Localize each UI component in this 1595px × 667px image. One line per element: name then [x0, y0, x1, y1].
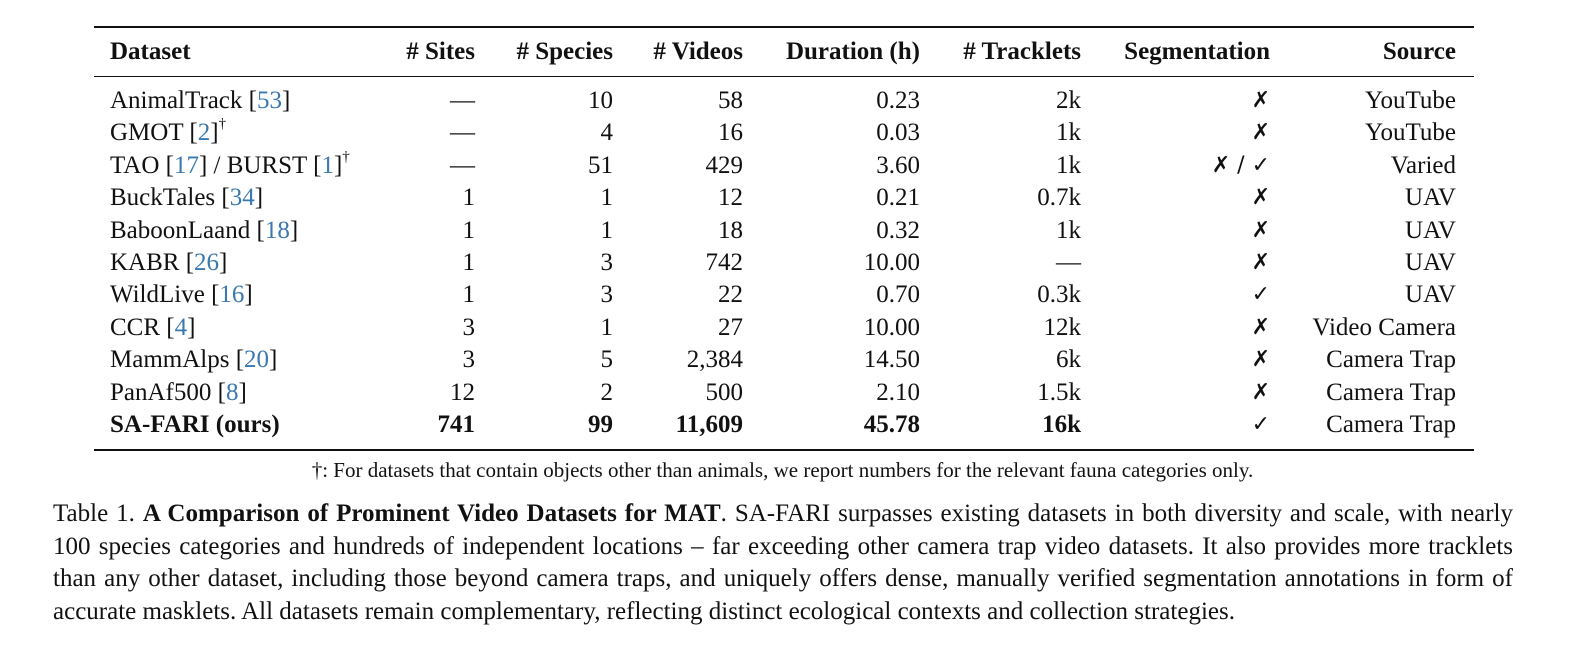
duration-cell: 0.23: [876, 87, 920, 114]
table-row: [94, 247, 1474, 279]
dataset-name: MammAlps: [110, 346, 230, 374]
source-cell: Varied: [1390, 151, 1456, 179]
dataset-cell: AnimalTrack [53]: [110, 87, 291, 114]
dataset-cell: BaboonLaand [18]: [110, 216, 299, 244]
comparison-table: [94, 26, 1474, 451]
tracklets-cell: 2k: [1056, 87, 1081, 114]
dataset-cell: PanAf500 [8]: [110, 378, 247, 406]
segmentation-mark: ✓: [1251, 412, 1270, 438]
segmentation-mark: ✗: [1251, 217, 1270, 243]
duration-cell: 2.10: [876, 378, 920, 406]
dataset-cell: [94, 409, 391, 450]
citation-link[interactable]: 16: [219, 281, 245, 309]
citation-link[interactable]: 4: [174, 313, 188, 341]
citation-link[interactable]: 8: [225, 378, 239, 406]
dataset-cell: TAO [17] / BURST [1]†: [110, 148, 350, 179]
dataset-cell: KABR [26]: [110, 249, 228, 277]
sites-cell: 1: [462, 249, 475, 277]
header-segmentation: Segmentation: [1124, 37, 1270, 65]
videos-cell: 18: [718, 216, 743, 244]
duration-cell: 0.32: [876, 216, 920, 244]
dataset-cell: BuckTales [34]: [110, 184, 264, 212]
videos-cell: 27: [718, 313, 743, 341]
table-row: [94, 312, 1474, 344]
header-source: Source: [1382, 37, 1456, 65]
tracklets-cell: —: [1056, 249, 1081, 277]
species-cell: 99: [588, 411, 613, 439]
segmentation-mark: ✗: [1251, 185, 1270, 211]
dagger-mark: †: [342, 148, 350, 165]
header-tracklets: # Tracklets: [963, 37, 1081, 65]
species-cell: 4: [600, 119, 613, 147]
duration-cell: 0.70: [876, 281, 920, 309]
table-header-row: [94, 27, 1474, 77]
citation-link[interactable]: 34: [229, 184, 255, 212]
duration-cell: 45.78: [863, 411, 920, 439]
dataset-cell: CCR [4]: [110, 313, 196, 341]
header-sites: # Sites: [406, 37, 475, 65]
dataset-name: KABR: [110, 249, 180, 277]
tracklets-cell: 12k: [1043, 313, 1081, 341]
sites-cell: 1: [462, 281, 475, 309]
header-species: # Species: [516, 37, 613, 65]
tracklets-cell: 1k: [1056, 216, 1081, 244]
header-duration: Duration (h): [785, 37, 920, 65]
source-cell: UAV: [1405, 184, 1456, 212]
dataset-name: GMOT: [110, 119, 184, 147]
videos-cell: 742: [705, 249, 743, 277]
dataset-cell: WildLive [16]: [110, 281, 253, 309]
caption-label: Table 1.: [53, 500, 135, 527]
duration-cell: 10.00: [863, 313, 920, 341]
species-cell: 1: [600, 216, 613, 244]
sites-cell: 12: [450, 378, 475, 406]
duration-cell: 3.60: [876, 151, 920, 179]
source-cell: YouTube: [1364, 87, 1456, 114]
species-cell: 2: [600, 378, 613, 406]
videos-cell: 2,384: [686, 346, 743, 374]
table-row: [94, 182, 1474, 214]
table-row: [94, 77, 1474, 118]
caption-body: . SA-FARI surpasses existing datasets in both diversity and scale, with nearly 100 species categories and hundreds of independent locations – far exceeding other camera trap video datasets. It also provides more tracklets than any other dataset, including those beyond camera traps, and uniquely offers dense, manually verified segmentation annotations in form of accurate masklets. All datasets remain complementary, reflecting distinct ecological contexts and collection strategies.: [53, 500, 1513, 625]
dagger-mark: †: [218, 116, 227, 133]
table-row: [94, 344, 1474, 376]
species-cell: 3: [600, 249, 613, 277]
citation-link[interactable]: 2: [197, 119, 211, 147]
tracklets-cell: 16k: [1042, 411, 1081, 439]
source-cell: Camera Trap: [1326, 346, 1456, 374]
duration-cell: 10.00: [863, 249, 920, 277]
species-cell: 51: [588, 151, 613, 179]
species-cell: 1: [600, 184, 613, 212]
sites-cell: —: [450, 151, 475, 179]
citation-link[interactable]: 1: [321, 151, 334, 179]
videos-cell: 22: [718, 281, 743, 309]
table-row: [94, 377, 1474, 409]
species-cell: 3: [600, 281, 613, 309]
tracklets-cell: 1k: [1056, 151, 1081, 179]
dataset-name: SA-FARI (ours): [110, 411, 280, 439]
header-videos: # Videos: [653, 37, 743, 65]
source-cell: Camera Trap: [1326, 411, 1456, 439]
source-cell: UAV: [1405, 249, 1456, 277]
sites-cell: 3: [462, 346, 475, 374]
videos-cell: 500: [705, 378, 743, 406]
source-cell: UAV: [1405, 216, 1456, 244]
species-cell: 10: [588, 87, 613, 114]
tracklets-cell: 0.3k: [1037, 281, 1081, 309]
sites-cell: 1: [462, 184, 475, 212]
dataset-name: BaboonLaand: [110, 216, 251, 244]
segmentation-mark: ✗: [1251, 379, 1270, 405]
header-dataset: Dataset: [110, 37, 191, 65]
table-row: [94, 409, 1474, 450]
sites-cell: 741: [437, 411, 475, 439]
videos-cell: 16: [718, 119, 743, 147]
duration-cell: 14.50: [863, 346, 920, 374]
sites-cell: 3: [462, 313, 475, 341]
sites-cell: —: [450, 119, 475, 147]
tracklets-cell: 1.5k: [1037, 378, 1081, 406]
tracklets-cell: 0.7k: [1037, 184, 1081, 212]
duration-cell: 0.21: [876, 184, 920, 212]
videos-cell: 58: [718, 87, 743, 114]
caption-title: A Comparison of Prominent Video Datasets for MAT: [142, 500, 721, 527]
dataset-cell: GMOT [2]†: [110, 116, 227, 147]
source-cell: UAV: [1405, 281, 1456, 309]
source-cell: Video Camera: [1312, 313, 1456, 341]
species-cell: 1: [600, 313, 613, 341]
dataset-name-secondary: BURST: [226, 151, 307, 179]
citation-link[interactable]: 26: [194, 249, 220, 277]
videos-cell: 429: [705, 151, 743, 179]
table-row: [94, 117, 1474, 149]
segmentation-mark: ✓: [1251, 282, 1270, 308]
sites-cell: —: [450, 87, 475, 114]
tracklets-cell: 1k: [1056, 119, 1081, 147]
table-footnote: †: For datasets that contain objects other than animals, we report numbers for the relevant fauna categories only.: [311, 458, 1254, 482]
citation-link[interactable]: 53: [256, 87, 282, 114]
citation-link[interactable]: 18: [264, 216, 290, 244]
videos-cell: 11,609: [675, 411, 743, 439]
sites-cell: 1: [462, 216, 475, 244]
segmentation-mark: ✗: [1251, 314, 1270, 340]
videos-cell: 12: [718, 184, 743, 212]
table-caption: [53, 498, 1513, 628]
species-cell: 5: [600, 346, 613, 374]
source-cell: Camera Trap: [1326, 378, 1456, 406]
table-row: [94, 215, 1474, 247]
table-body: [94, 77, 1474, 451]
dataset-name: CCR: [110, 313, 161, 341]
dataset-name: TAO: [110, 151, 160, 179]
segmentation-mark: ✗ / ✓: [1211, 152, 1270, 178]
table-row: [94, 150, 1474, 182]
dataset-name: BuckTales: [110, 184, 216, 212]
citation-link[interactable]: 20: [244, 346, 270, 374]
segmentation-mark: ✗: [1251, 250, 1270, 276]
segmentation-mark: ✗: [1251, 120, 1270, 146]
tracklets-cell: 6k: [1056, 346, 1081, 374]
segmentation-mark: ✗: [1251, 88, 1270, 113]
dataset-name: PanAf500: [110, 378, 212, 406]
segmentation-mark: ✗: [1251, 347, 1270, 373]
table-row: [94, 279, 1474, 311]
source-cell: YouTube: [1364, 119, 1456, 147]
duration-cell: 0.03: [876, 119, 920, 147]
dataset-name: WildLive: [110, 281, 205, 309]
dataset-cell: MammAlps [20]: [110, 346, 278, 374]
dataset-name: AnimalTrack: [110, 87, 243, 114]
citation-link[interactable]: 17: [173, 151, 199, 179]
